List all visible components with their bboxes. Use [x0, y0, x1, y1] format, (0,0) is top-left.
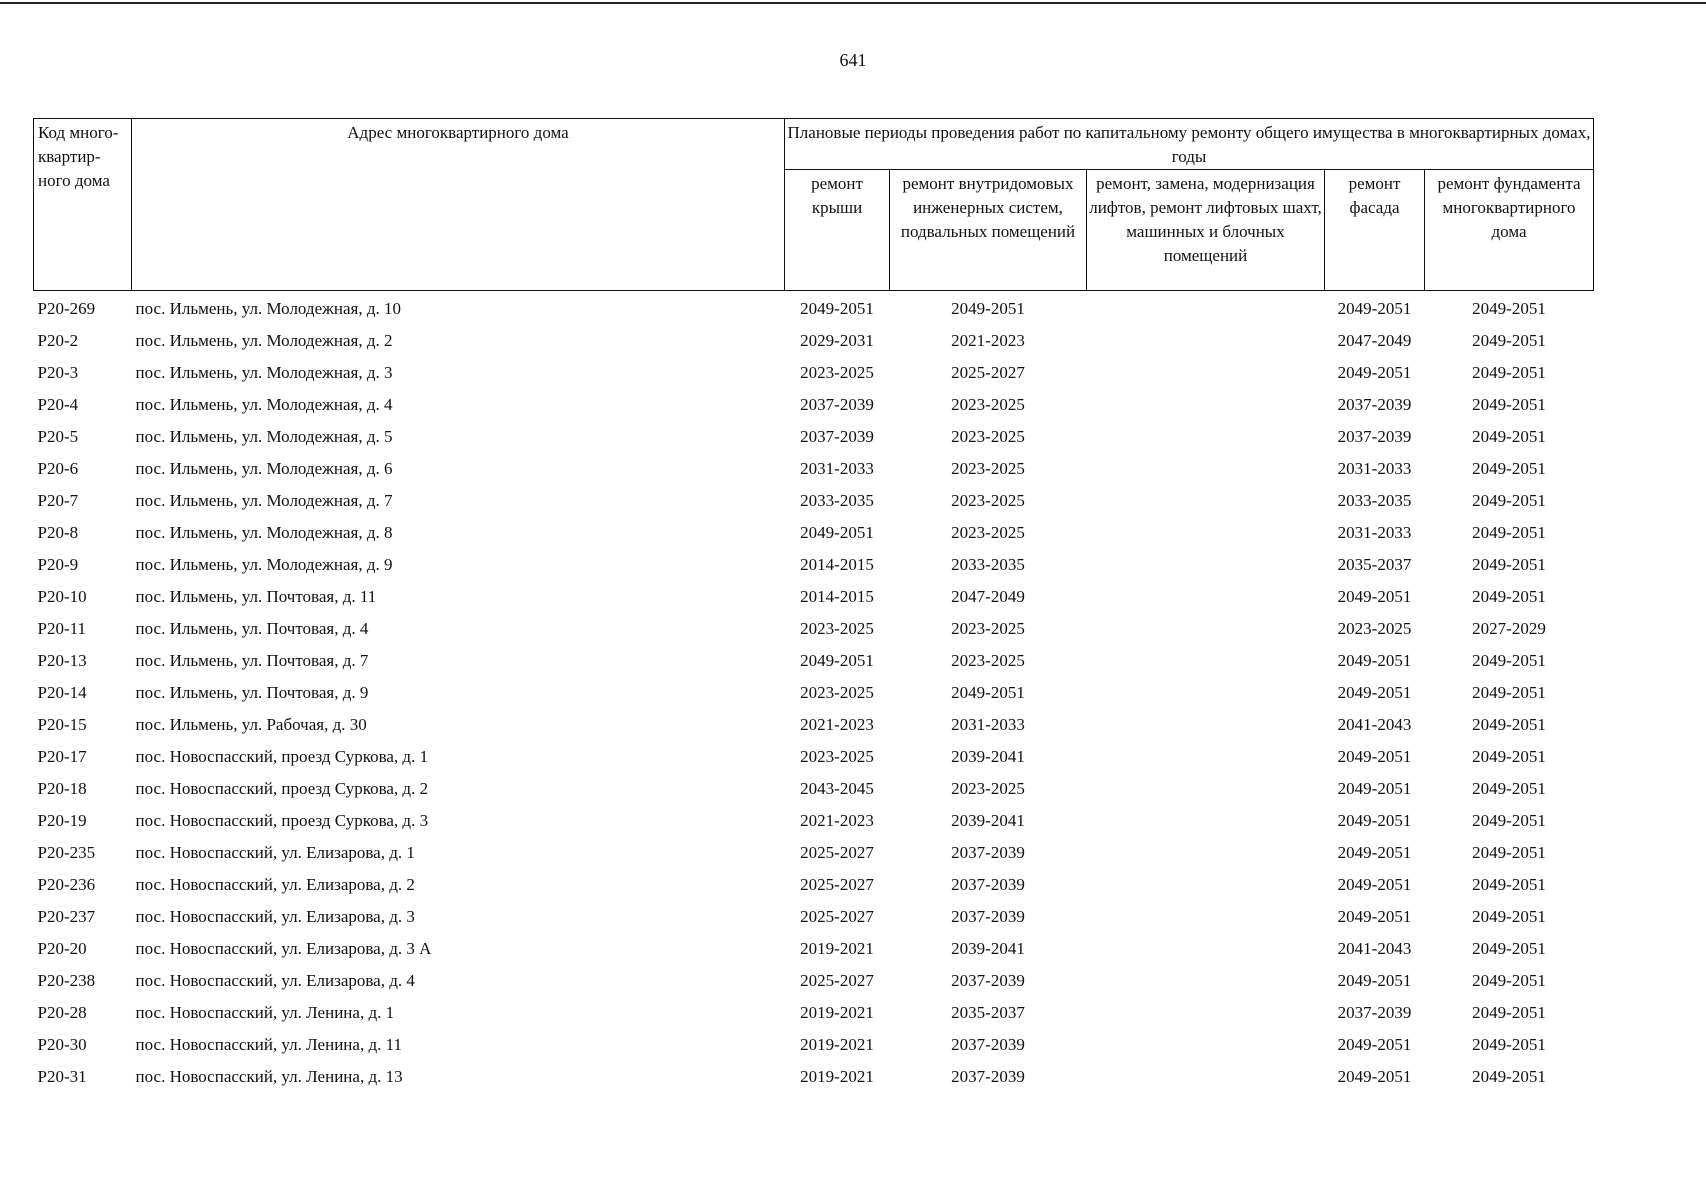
cell-address: пос. Новоспасский, проезд Суркова, д. 2 — [135, 779, 429, 798]
cell-elevators — [1087, 645, 1325, 677]
cell-code: P20-9 — [37, 555, 79, 574]
cell-address: пос. Новоспасский, ул. Ленина, д. 11 — [135, 1035, 402, 1054]
cell-foundation: 2049-2051 — [1472, 907, 1546, 926]
cell-code: P20-3 — [37, 363, 79, 382]
cell-address: пос. Новоспасский, ул. Ленина, д. 13 — [135, 1067, 403, 1086]
table-row — [34, 773, 1594, 805]
cell-engineering: 2037-2039 — [951, 907, 1025, 926]
cell-foundation: 2049-2051 — [1472, 683, 1546, 702]
cell-foundation: 2027-2029 — [1472, 619, 1546, 638]
cell-address: пос. Новоспасский, проезд Суркова, д. 3 — [135, 811, 429, 830]
cell-foundation: 2049-2051 — [1472, 427, 1546, 446]
cell-foundation: 2049-2051 — [1472, 651, 1546, 670]
cell-engineering: 2023-2025 — [951, 651, 1025, 670]
cell-facade: 2049-2051 — [1337, 683, 1412, 702]
cell-facade: 2049-2051 — [1337, 587, 1412, 606]
cell-facade: 2031-2033 — [1337, 523, 1412, 542]
cell-engineering: 2039-2041 — [951, 747, 1025, 766]
cell-foundation: 2049-2051 — [1472, 395, 1546, 414]
cell-foundation: 2049-2051 — [1472, 299, 1546, 318]
cell-foundation: 2049-2051 — [1472, 747, 1546, 766]
cell-engineering: 2023-2025 — [951, 491, 1025, 510]
cell-elevators — [1087, 1029, 1325, 1061]
cell-facade: 2049-2051 — [1337, 843, 1412, 862]
table-row — [34, 325, 1594, 357]
cell-foundation: 2049-2051 — [1472, 875, 1546, 894]
cell-code: P20-7 — [37, 491, 79, 510]
cell-roof: 2019-2021 — [800, 1035, 874, 1054]
cell-elevators — [1087, 517, 1325, 549]
cell-address: пос. Новоспасский, ул. Ленина, д. 1 — [135, 1003, 395, 1022]
cell-foundation: 2049-2051 — [1472, 715, 1546, 734]
cell-elevators — [1087, 997, 1325, 1029]
table-row — [34, 389, 1594, 421]
cell-facade: 2023-2025 — [1337, 619, 1412, 638]
table-row — [34, 1061, 1594, 1093]
cell-elevators — [1087, 325, 1325, 357]
cell-elevators — [1087, 357, 1325, 389]
cell-address: пос. Новоспасский, ул. Елизарова, д. 2 — [135, 875, 415, 894]
cell-code: P20-18 — [37, 779, 87, 798]
cell-elevators — [1087, 453, 1325, 485]
cell-facade: 2031-2033 — [1337, 459, 1412, 478]
table-row — [34, 453, 1594, 485]
cell-roof: 2023-2025 — [800, 747, 874, 766]
cell-engineering: 2033-2035 — [951, 555, 1025, 574]
table-row — [34, 965, 1594, 997]
cell-engineering: 2037-2039 — [951, 971, 1025, 990]
header-facade: ремонт фасада — [1325, 170, 1425, 291]
cell-elevators — [1087, 677, 1325, 709]
cell-engineering: 2047-2049 — [951, 587, 1025, 606]
cell-engineering: 2039-2041 — [951, 939, 1025, 958]
table-row — [34, 421, 1594, 453]
header-row-1 — [34, 119, 1594, 170]
cell-engineering: 2023-2025 — [951, 427, 1025, 446]
cell-foundation: 2049-2051 — [1472, 555, 1546, 574]
cell-address: пос. Ильмень, ул. Молодежная, д. 3 — [135, 363, 393, 382]
cell-foundation: 2049-2051 — [1472, 587, 1546, 606]
table-body — [34, 291, 1594, 1094]
cell-address: пос. Ильмень, ул. Молодежная, д. 2 — [135, 331, 393, 350]
table-row — [34, 485, 1594, 517]
cell-address: пос. Новоспасский, ул. Елизарова, д. 3 А — [135, 939, 432, 958]
cell-facade: 2049-2051 — [1337, 811, 1412, 830]
cell-code: P20-13 — [37, 651, 87, 670]
cell-elevators — [1087, 291, 1325, 326]
cell-address: пос. Новоспасский, ул. Елизарова, д. 1 — [135, 843, 415, 862]
cell-address: пос. Ильмень, ул. Молодежная, д. 7 — [135, 491, 393, 510]
cell-engineering: 2023-2025 — [951, 779, 1025, 798]
cell-elevators — [1087, 709, 1325, 741]
capital-repair-table — [33, 118, 1594, 1093]
cell-engineering: 2049-2051 — [951, 299, 1025, 318]
cell-address: пос. Ильмень, ул. Почтовая, д. 7 — [135, 651, 369, 670]
cell-roof: 2049-2051 — [800, 523, 874, 542]
cell-facade: 2049-2051 — [1337, 363, 1412, 382]
table-row — [34, 709, 1594, 741]
table-row — [34, 549, 1594, 581]
cell-address: пос. Ильмень, ул. Молодежная, д. 6 — [135, 459, 393, 478]
cell-code: P20-11 — [37, 619, 86, 638]
cell-engineering: 2023-2025 — [951, 619, 1025, 638]
cell-code: P20-4 — [37, 395, 79, 414]
cell-address: пос. Новоспасский, ул. Елизарова, д. 4 — [135, 971, 415, 990]
cell-address: пос. Новоспасский, проезд Суркова, д. 1 — [135, 747, 429, 766]
cell-roof: 2023-2025 — [800, 619, 874, 638]
table-row — [34, 741, 1594, 773]
cell-address: пос. Ильмень, ул. Почтовая, д. 9 — [135, 683, 369, 702]
cell-code: P20-8 — [37, 523, 79, 542]
cell-engineering: 2037-2039 — [951, 1067, 1025, 1086]
table-row — [34, 517, 1594, 549]
cell-foundation: 2049-2051 — [1472, 1035, 1546, 1054]
cell-code: P20-19 — [37, 811, 87, 830]
cell-elevators — [1087, 485, 1325, 517]
cell-address: пос. Ильмень, ул. Рабочая, д. 30 — [135, 715, 367, 734]
cell-roof: 2049-2051 — [800, 299, 874, 318]
cell-elevators — [1087, 805, 1325, 837]
cell-address: пос. Ильмень, ул. Молодежная, д. 4 — [135, 395, 393, 414]
cell-elevators — [1087, 837, 1325, 869]
cell-engineering: 2037-2039 — [951, 1035, 1025, 1054]
cell-facade: 2037-2039 — [1337, 395, 1412, 414]
cell-foundation: 2049-2051 — [1472, 971, 1546, 990]
cell-roof: 2025-2027 — [800, 875, 874, 894]
cell-address: пос. Новоспасский, ул. Елизарова, д. 3 — [135, 907, 415, 926]
cell-address: пос. Ильмень, ул. Почтовая, д. 11 — [135, 587, 377, 606]
header-foundation: ремонт фундамента многоквартирного дома — [1425, 170, 1594, 291]
cell-code: P20-5 — [37, 427, 79, 446]
cell-roof: 2033-2035 — [800, 491, 874, 510]
cell-facade: 2049-2051 — [1337, 971, 1412, 990]
cell-facade: 2049-2051 — [1337, 299, 1412, 318]
cell-engineering: 2031-2033 — [951, 715, 1025, 734]
cell-elevators — [1087, 869, 1325, 901]
cell-code: P20-31 — [37, 1067, 87, 1086]
cell-roof: 2023-2025 — [800, 683, 874, 702]
top-border-line — [0, 2, 1706, 4]
cell-code: P20-15 — [37, 715, 87, 734]
table-row — [34, 901, 1594, 933]
cell-code: P20-237 — [37, 907, 96, 926]
cell-roof: 2025-2027 — [800, 971, 874, 990]
cell-code: P20-236 — [37, 875, 96, 894]
cell-foundation: 2049-2051 — [1472, 523, 1546, 542]
cell-roof: 2029-2031 — [800, 331, 874, 350]
cell-roof: 2019-2021 — [800, 939, 874, 958]
table-row — [34, 997, 1594, 1029]
table-row — [34, 805, 1594, 837]
cell-address: пос. Ильмень, ул. Молодежная, д. 8 — [135, 523, 393, 542]
cell-foundation: 2049-2051 — [1472, 843, 1546, 862]
cell-facade: 2049-2051 — [1337, 747, 1412, 766]
cell-facade: 2037-2039 — [1337, 1003, 1412, 1022]
cell-foundation: 2049-2051 — [1472, 363, 1546, 382]
header-engineering: ремонт внутридомовых инженерных систем, подвальных помещений — [890, 170, 1087, 291]
cell-facade: 2033-2035 — [1337, 491, 1412, 510]
cell-engineering: 2021-2023 — [951, 331, 1025, 350]
table-row — [34, 837, 1594, 869]
cell-roof: 2025-2027 — [800, 843, 874, 862]
table-row — [34, 677, 1594, 709]
table-row — [34, 645, 1594, 677]
cell-code: P20-269 — [37, 299, 96, 318]
cell-roof: 2014-2015 — [800, 555, 874, 574]
cell-roof: 2049-2051 — [800, 651, 874, 670]
cell-code: P20-10 — [37, 587, 87, 606]
cell-elevators — [1087, 933, 1325, 965]
table-row — [34, 1029, 1594, 1061]
cell-roof: 2021-2023 — [800, 715, 874, 734]
cell-foundation: 2049-2051 — [1472, 1003, 1546, 1022]
cell-facade: 2047-2049 — [1337, 331, 1412, 350]
cell-engineering: 2023-2025 — [951, 523, 1025, 542]
cell-address: пос. Ильмень, ул. Молодежная, д. 10 — [135, 299, 401, 318]
cell-engineering: 2039-2041 — [951, 811, 1025, 830]
cell-engineering: 2037-2039 — [951, 875, 1025, 894]
table-row — [34, 581, 1594, 613]
cell-code: P20-238 — [37, 971, 96, 990]
cell-address: пос. Ильмень, ул. Молодежная, д. 5 — [135, 427, 393, 446]
cell-code: P20-17 — [37, 747, 87, 766]
cell-roof: 2025-2027 — [800, 907, 874, 926]
cell-address: пос. Ильмень, ул. Молодежная, д. 9 — [135, 555, 393, 574]
header-periods-group: Плановые периоды проведения работ по капитальному ремонту общего имущества в многоквартирных домах, годы — [785, 119, 1594, 170]
header-elevators: ремонт, замена, модернизация лифтов, ремонт лифтовых шахт, машинных и блочных помещений — [1087, 170, 1325, 291]
page-number: 641 — [839, 50, 867, 70]
cell-code: P20-14 — [37, 683, 87, 702]
cell-facade: 2049-2051 — [1337, 651, 1412, 670]
cell-address: пос. Ильмень, ул. Почтовая, д. 4 — [135, 619, 369, 638]
cell-foundation: 2049-2051 — [1472, 1067, 1546, 1086]
header-address: Адрес многоквартирного дома — [132, 119, 785, 291]
cell-elevators — [1087, 421, 1325, 453]
cell-code: P20-30 — [37, 1035, 87, 1054]
cell-elevators — [1087, 389, 1325, 421]
cell-code: P20-235 — [37, 843, 96, 862]
cell-foundation: 2049-2051 — [1472, 811, 1546, 830]
cell-elevators — [1087, 1061, 1325, 1093]
cell-code: P20-6 — [37, 459, 79, 478]
cell-roof: 2019-2021 — [800, 1003, 874, 1022]
cell-roof: 2037-2039 — [800, 395, 874, 414]
cell-engineering: 2023-2025 — [951, 395, 1025, 414]
cell-roof: 2031-2033 — [800, 459, 874, 478]
cell-elevators — [1087, 741, 1325, 773]
cell-roof: 2037-2039 — [800, 427, 874, 446]
cell-engineering: 2023-2025 — [951, 459, 1025, 478]
cell-elevators — [1087, 581, 1325, 613]
table-row — [34, 869, 1594, 901]
cell-facade: 2041-2043 — [1337, 939, 1412, 958]
cell-elevators — [1087, 773, 1325, 805]
cell-facade: 2049-2051 — [1337, 875, 1412, 894]
cell-engineering: 2037-2039 — [951, 843, 1025, 862]
cell-roof: 2021-2023 — [800, 811, 874, 830]
cell-engineering: 2049-2051 — [951, 683, 1025, 702]
cell-facade: 2035-2037 — [1337, 555, 1412, 574]
cell-facade: 2049-2051 — [1337, 907, 1412, 926]
cell-elevators — [1087, 901, 1325, 933]
table-row — [34, 613, 1594, 645]
cell-foundation: 2049-2051 — [1472, 331, 1546, 350]
cell-roof: 2019-2021 — [800, 1067, 874, 1086]
cell-code: P20-28 — [37, 1003, 87, 1022]
cell-code: P20-20 — [37, 939, 87, 958]
cell-foundation: 2049-2051 — [1472, 491, 1546, 510]
cell-facade: 2049-2051 — [1337, 1067, 1412, 1086]
cell-elevators — [1087, 965, 1325, 997]
cell-facade: 2041-2043 — [1337, 715, 1412, 734]
cell-facade: 2037-2039 — [1337, 427, 1412, 446]
cell-elevators — [1087, 549, 1325, 581]
cell-elevators — [1087, 613, 1325, 645]
cell-engineering: 2025-2027 — [951, 363, 1025, 382]
cell-foundation: 2049-2051 — [1472, 939, 1546, 958]
cell-facade: 2049-2051 — [1337, 779, 1412, 798]
cell-roof: 2014-2015 — [800, 587, 874, 606]
cell-facade: 2049-2051 — [1337, 1035, 1412, 1054]
table-row — [34, 357, 1594, 389]
table-row — [34, 933, 1594, 965]
cell-code: P20-2 — [37, 331, 79, 350]
cell-roof: 2043-2045 — [800, 779, 874, 798]
table-row — [34, 291, 1594, 326]
header-code: Код много-квартир-ного дома — [34, 119, 132, 291]
cell-roof: 2023-2025 — [800, 363, 874, 382]
cell-foundation: 2049-2051 — [1472, 779, 1546, 798]
cell-foundation: 2049-2051 — [1472, 459, 1546, 478]
cell-engineering: 2035-2037 — [951, 1003, 1025, 1022]
header-roof: ремонт крыши — [785, 170, 890, 291]
